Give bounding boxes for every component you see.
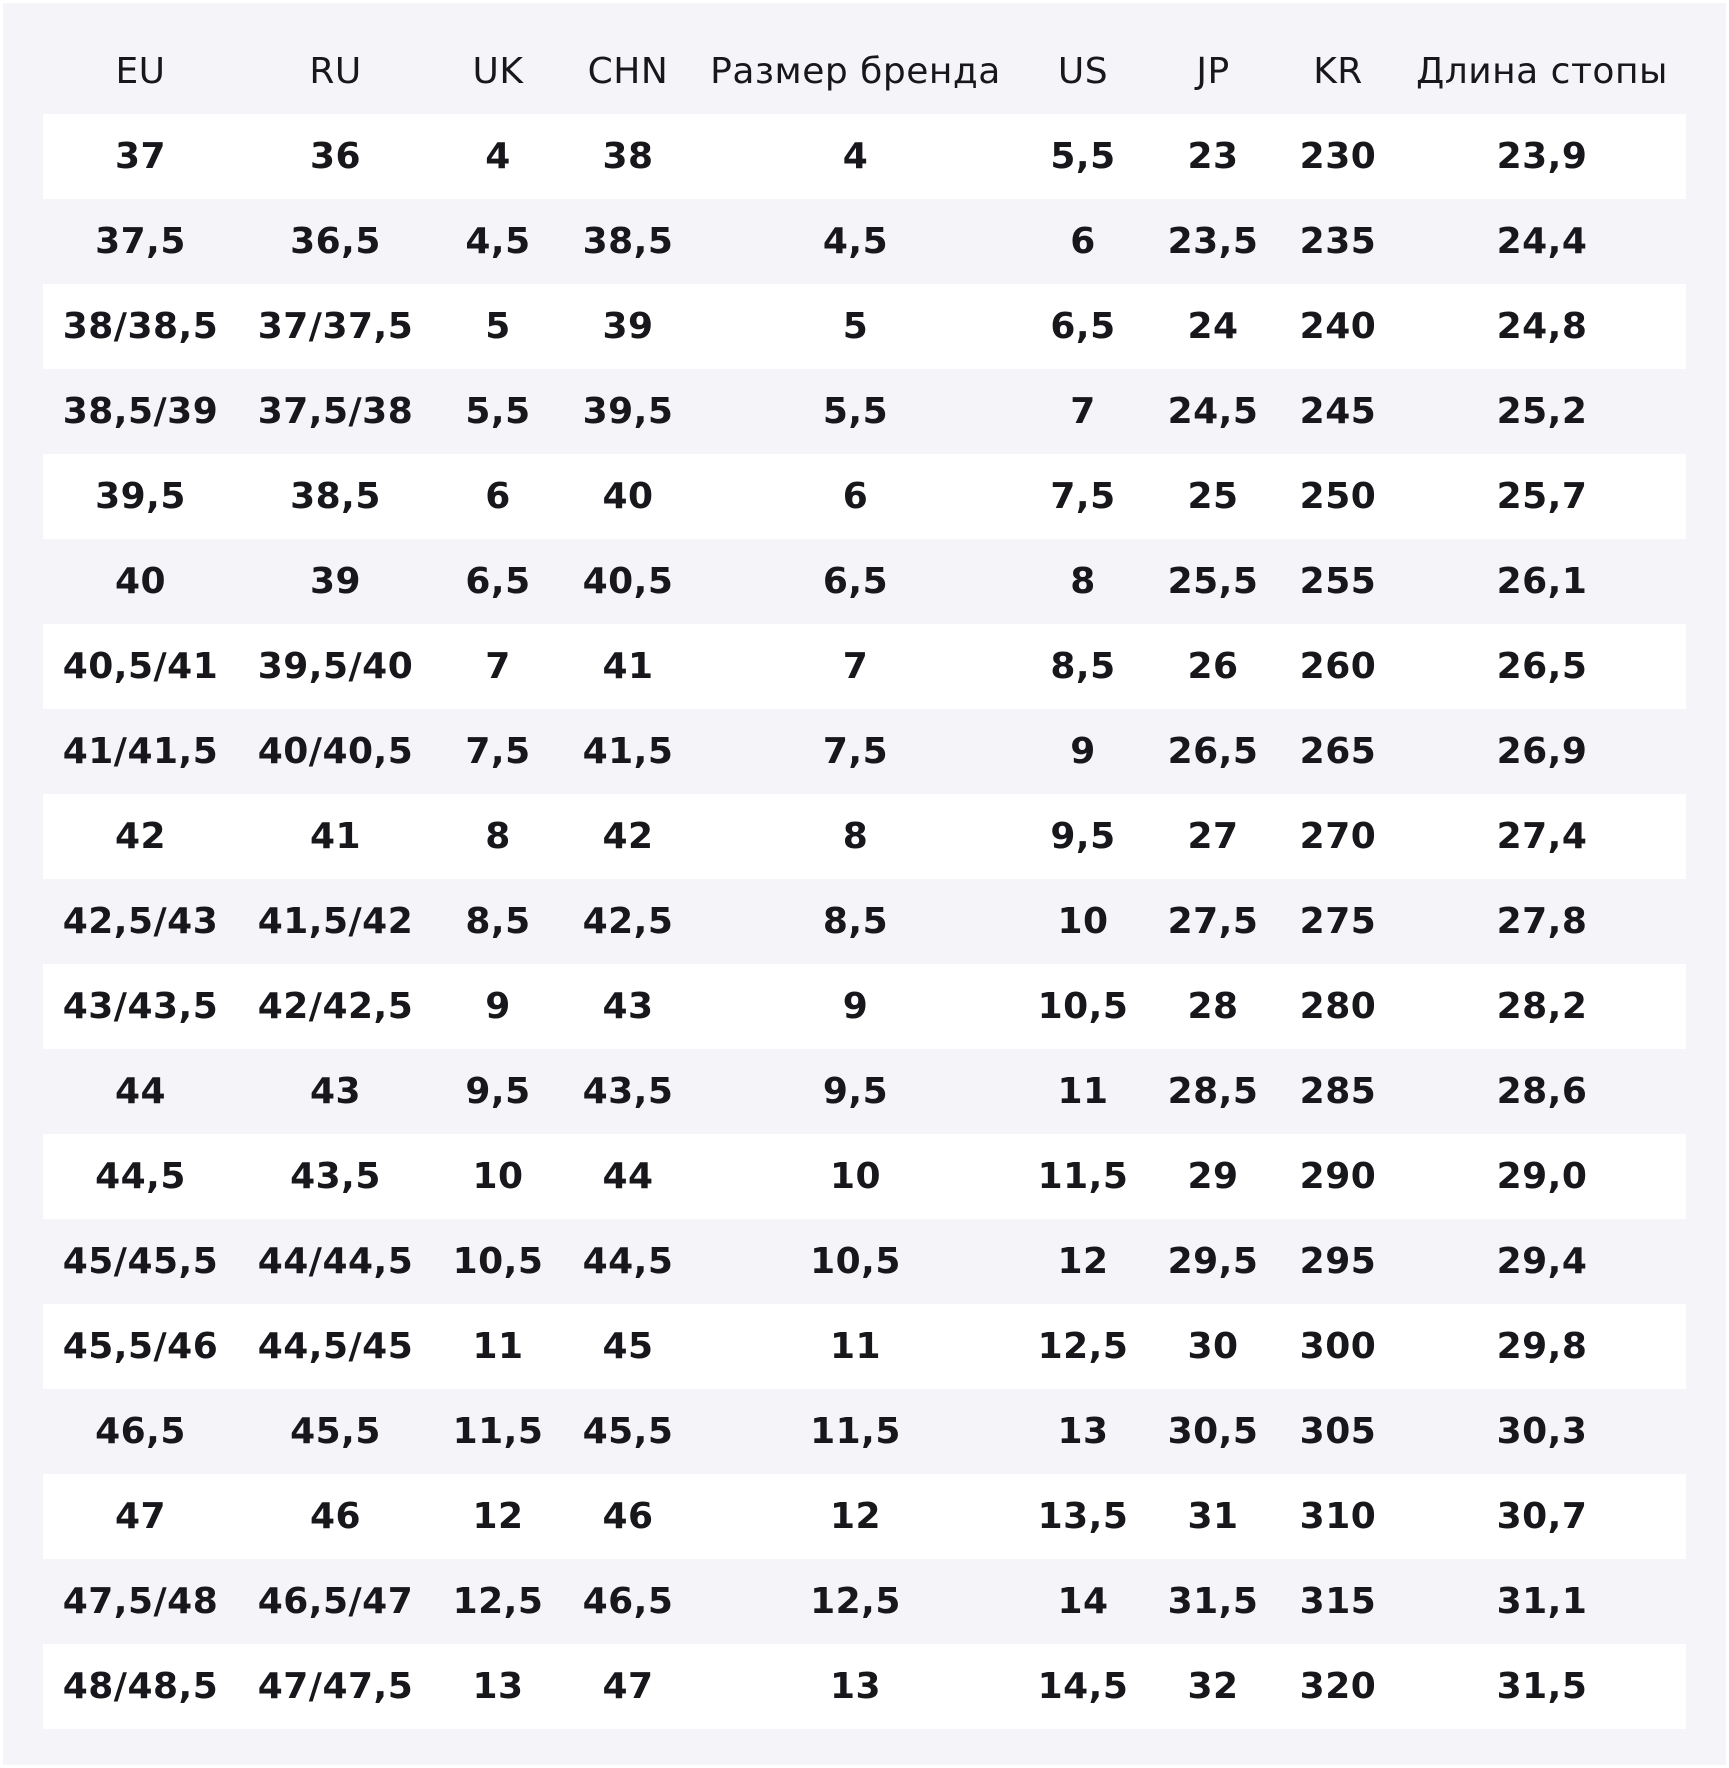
table-cell: 10 (693, 1134, 1018, 1219)
table-cell: 42 (563, 794, 693, 879)
table-cell: 24,4 (1398, 199, 1686, 284)
table-cell: 25,5 (1148, 539, 1278, 624)
table-cell: 36 (238, 114, 433, 199)
table-cell: 13 (1018, 1389, 1148, 1474)
table-row (43, 1049, 1686, 1134)
table-cell: 250 (1278, 454, 1398, 539)
table-cell: 28 (1148, 964, 1278, 1049)
table-row (43, 624, 1686, 709)
table-cell: 24,8 (1398, 284, 1686, 369)
table-cell: 45,5 (563, 1389, 693, 1474)
table-cell: 14 (1018, 1559, 1148, 1644)
table-cell: 4,5 (433, 199, 563, 284)
column-header: KR (1313, 51, 1363, 92)
table-cell: 41/41,5 (43, 709, 238, 794)
table-cell: 8 (1018, 539, 1148, 624)
table-cell: 30,5 (1148, 1389, 1278, 1474)
table-cell: 44,5 (43, 1134, 238, 1219)
table-cell: 38,5/39 (43, 369, 238, 454)
table-cell: 240 (1278, 284, 1398, 369)
column-header: US (1057, 51, 1109, 92)
table-row (43, 454, 1686, 539)
table-cell: 47 (563, 1644, 693, 1729)
table-cell: 26,1 (1398, 539, 1686, 624)
table-cell: 37/37,5 (238, 284, 433, 369)
table-cell: 12 (693, 1474, 1018, 1559)
table-cell: 39 (563, 284, 693, 369)
table-cell: 46 (238, 1474, 433, 1559)
table-cell: 31 (1148, 1474, 1278, 1559)
column-header: RU (309, 51, 362, 92)
column-header: JP (1196, 51, 1230, 92)
table-cell: 5,5 (693, 369, 1018, 454)
table-cell: 46,5 (563, 1559, 693, 1644)
table-cell: 270 (1278, 794, 1398, 879)
table-cell: 27,5 (1148, 879, 1278, 964)
table-body (43, 114, 1686, 1729)
size-chart-panel (3, 3, 1726, 1765)
table-cell: 43/43,5 (43, 964, 238, 1049)
table-cell: 38,5 (563, 199, 693, 284)
table-cell: 315 (1278, 1559, 1398, 1644)
table-cell: 4,5 (693, 199, 1018, 284)
table-cell: 48/48,5 (43, 1644, 238, 1729)
table-cell: 41,5/42 (238, 879, 433, 964)
table-cell: 44,5/45 (238, 1304, 433, 1389)
table-cell: 230 (1278, 114, 1398, 199)
table-cell: 44/44,5 (238, 1219, 433, 1304)
table-cell: 39,5 (563, 369, 693, 454)
table-cell: 7 (433, 624, 563, 709)
table-cell: 26,5 (1148, 709, 1278, 794)
table-row (43, 1559, 1686, 1644)
table-cell: 9,5 (693, 1049, 1018, 1134)
table-cell: 235 (1278, 199, 1398, 284)
table-cell: 43,5 (238, 1134, 433, 1219)
table-cell: 8,5 (693, 879, 1018, 964)
table-cell: 295 (1278, 1219, 1398, 1304)
table-cell: 300 (1278, 1304, 1398, 1389)
table-cell: 29,8 (1398, 1304, 1686, 1389)
table-cell: 40/40,5 (238, 709, 433, 794)
table-cell: 40,5/41 (43, 624, 238, 709)
table-cell: 28,5 (1148, 1049, 1278, 1134)
table-cell: 41 (563, 624, 693, 709)
table-row (43, 369, 1686, 454)
table-cell: 290 (1278, 1134, 1398, 1219)
table-cell: 320 (1278, 1644, 1398, 1729)
table-cell: 45 (563, 1304, 693, 1389)
table-cell: 36,5 (238, 199, 433, 284)
table-cell: 12 (1018, 1219, 1148, 1304)
table-cell: 43,5 (563, 1049, 693, 1134)
table-cell: 30 (1148, 1304, 1278, 1389)
table-cell: 8 (693, 794, 1018, 879)
table-cell: 5,5 (1018, 114, 1148, 199)
table-row (43, 1644, 1686, 1729)
table-row (43, 709, 1686, 794)
table-cell: 44,5 (563, 1219, 693, 1304)
table-cell: 13 (693, 1644, 1018, 1729)
table-cell: 7 (1018, 369, 1148, 454)
table-cell: 29,4 (1398, 1219, 1686, 1304)
table-cell: 25 (1148, 454, 1278, 539)
table-header-row (43, 29, 1686, 114)
table-cell: 12,5 (433, 1559, 563, 1644)
table-cell: 11,5 (1018, 1134, 1148, 1219)
table-cell: 7,5 (693, 709, 1018, 794)
table-cell: 43 (563, 964, 693, 1049)
table-cell: 47,5/48 (43, 1559, 238, 1644)
table-cell: 30,3 (1398, 1389, 1686, 1474)
table-row (43, 199, 1686, 284)
table-cell: 280 (1278, 964, 1398, 1049)
table-cell: 26 (1148, 624, 1278, 709)
table-cell: 43 (238, 1049, 433, 1134)
table-cell: 14,5 (1018, 1644, 1148, 1729)
column-header: UK (472, 51, 524, 92)
table-cell: 9,5 (1018, 794, 1148, 879)
table-cell: 46,5 (43, 1389, 238, 1474)
table-cell: 29 (1148, 1134, 1278, 1219)
column-header: Длина стопы (1416, 51, 1668, 92)
table-cell: 37 (43, 114, 238, 199)
table-row (43, 539, 1686, 624)
table-cell: 6,5 (1018, 284, 1148, 369)
table-row (43, 1304, 1686, 1389)
table-cell: 25,2 (1398, 369, 1686, 454)
table-cell: 9,5 (433, 1049, 563, 1134)
table-cell: 46,5/47 (238, 1559, 433, 1644)
table-cell: 47 (43, 1474, 238, 1559)
table-cell: 42 (43, 794, 238, 879)
table-cell: 10 (1018, 879, 1148, 964)
table-cell: 40,5 (563, 539, 693, 624)
table-cell: 10,5 (1018, 964, 1148, 1049)
table-cell: 255 (1278, 539, 1398, 624)
table-cell: 39 (238, 539, 433, 624)
table-cell: 31,5 (1398, 1644, 1686, 1729)
table-cell: 12,5 (693, 1559, 1018, 1644)
size-chart-table (43, 29, 1686, 1729)
table-cell: 39,5/40 (238, 624, 433, 709)
table-cell: 37,5/38 (238, 369, 433, 454)
table-cell: 4 (693, 114, 1018, 199)
table-cell: 27,8 (1398, 879, 1686, 964)
table-cell: 31,1 (1398, 1559, 1686, 1644)
table-cell: 42,5 (563, 879, 693, 964)
table-cell: 27,4 (1398, 794, 1686, 879)
table-row (43, 1219, 1686, 1304)
column-header: EU (115, 51, 166, 92)
table-row (43, 964, 1686, 1049)
table-cell: 24,5 (1148, 369, 1278, 454)
table-cell: 9 (693, 964, 1018, 1049)
table-cell: 27 (1148, 794, 1278, 879)
table-cell: 10,5 (693, 1219, 1018, 1304)
table-cell: 30,7 (1398, 1474, 1686, 1559)
table-cell: 13 (433, 1644, 563, 1729)
table-cell: 25,7 (1398, 454, 1686, 539)
table-row (43, 879, 1686, 964)
table-cell: 23,5 (1148, 199, 1278, 284)
table-cell: 6,5 (433, 539, 563, 624)
table-cell: 6 (433, 454, 563, 539)
table-cell: 37,5 (43, 199, 238, 284)
table-cell: 32 (1148, 1644, 1278, 1729)
table-cell: 28,6 (1398, 1049, 1686, 1134)
table-cell: 5 (433, 284, 563, 369)
table-cell: 4 (433, 114, 563, 199)
table-cell: 11 (433, 1304, 563, 1389)
table-cell: 12,5 (1018, 1304, 1148, 1389)
table-cell: 10 (433, 1134, 563, 1219)
table-cell: 7,5 (1018, 454, 1148, 539)
table-cell: 8 (433, 794, 563, 879)
table-cell: 45,5/46 (43, 1304, 238, 1389)
table-row (43, 1474, 1686, 1559)
table-cell: 7,5 (433, 709, 563, 794)
table-cell: 38 (563, 114, 693, 199)
table-cell: 23,9 (1398, 114, 1686, 199)
table-cell: 39,5 (43, 454, 238, 539)
table-cell: 5,5 (433, 369, 563, 454)
table-cell: 9 (433, 964, 563, 1049)
table-cell: 7 (693, 624, 1018, 709)
table-row (43, 1389, 1686, 1474)
table-cell: 6 (1018, 199, 1148, 284)
table-cell: 11,5 (693, 1389, 1018, 1474)
table-cell: 38/38,5 (43, 284, 238, 369)
table-cell: 41,5 (563, 709, 693, 794)
table-cell: 23 (1148, 114, 1278, 199)
table-cell: 8,5 (1018, 624, 1148, 709)
table-cell: 47/47,5 (238, 1644, 433, 1729)
table-cell: 265 (1278, 709, 1398, 794)
table-cell: 40 (563, 454, 693, 539)
table-row (43, 794, 1686, 879)
table-cell: 245 (1278, 369, 1398, 454)
table-cell: 8,5 (433, 879, 563, 964)
table-cell: 13,5 (1018, 1474, 1148, 1559)
table-row (43, 1134, 1686, 1219)
table-cell: 41 (238, 794, 433, 879)
table-cell: 45/45,5 (43, 1219, 238, 1304)
table-cell: 42,5/43 (43, 879, 238, 964)
table-row (43, 284, 1686, 369)
table-cell: 260 (1278, 624, 1398, 709)
table-cell: 24 (1148, 284, 1278, 369)
table-cell: 11 (693, 1304, 1018, 1389)
table-cell: 11,5 (433, 1389, 563, 1474)
table-cell: 305 (1278, 1389, 1398, 1474)
table-cell: 28,2 (1398, 964, 1686, 1049)
table-cell: 11 (1018, 1049, 1148, 1134)
table-row (43, 114, 1686, 199)
table-cell: 38,5 (238, 454, 433, 539)
table-cell: 12 (433, 1474, 563, 1559)
table-cell: 46 (563, 1474, 693, 1559)
table-cell: 44 (563, 1134, 693, 1219)
table-cell: 42/42,5 (238, 964, 433, 1049)
table-cell: 6 (693, 454, 1018, 539)
table-cell: 6,5 (693, 539, 1018, 624)
column-header: CHN (587, 51, 669, 92)
table-cell: 40 (43, 539, 238, 624)
table-cell: 26,9 (1398, 709, 1686, 794)
table-cell: 44 (43, 1049, 238, 1134)
table-cell: 45,5 (238, 1389, 433, 1474)
table-cell: 10,5 (433, 1219, 563, 1304)
table-cell: 29,5 (1148, 1219, 1278, 1304)
table-cell: 29,0 (1398, 1134, 1686, 1219)
table-cell: 285 (1278, 1049, 1398, 1134)
table-cell: 26,5 (1398, 624, 1686, 709)
table-cell: 5 (693, 284, 1018, 369)
table-cell: 31,5 (1148, 1559, 1278, 1644)
table-cell: 275 (1278, 879, 1398, 964)
column-header: Размер бренда (710, 51, 1001, 92)
table-cell: 310 (1278, 1474, 1398, 1559)
table-cell: 9 (1018, 709, 1148, 794)
